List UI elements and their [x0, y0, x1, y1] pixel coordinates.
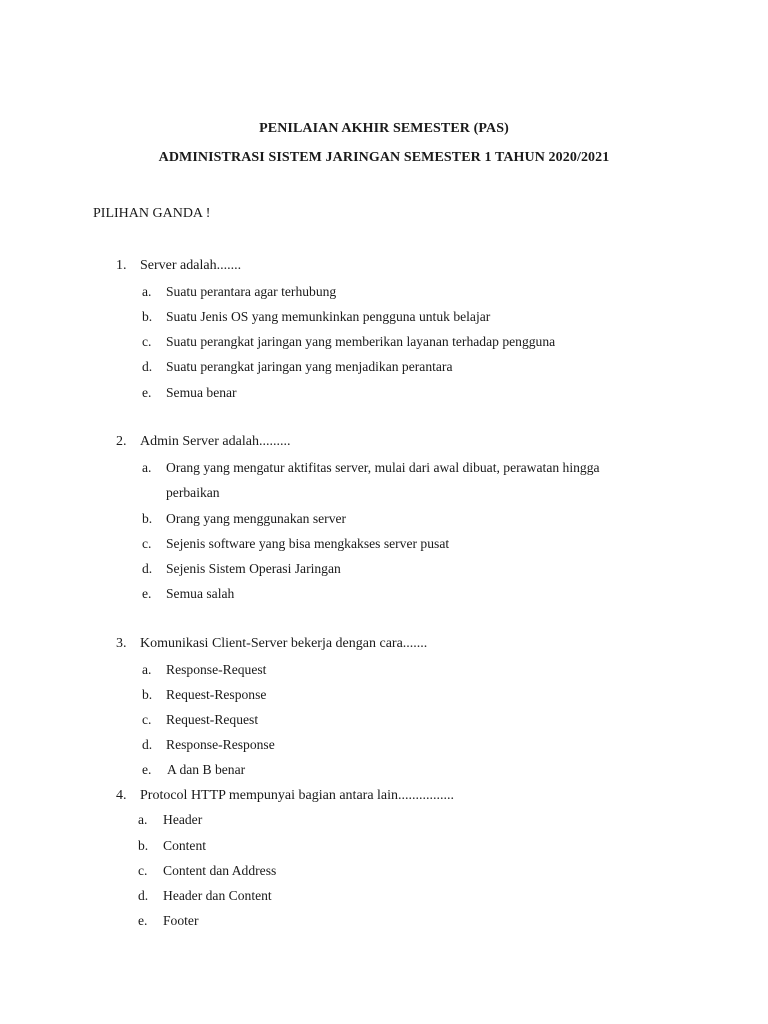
option-letter: d.	[142, 561, 153, 576]
option-text: A dan B benar	[167, 762, 246, 777]
option-letter: d.	[138, 888, 149, 903]
option-letter: c.	[142, 712, 152, 727]
option-text: Sejenis software yang bisa mengkakses server pusat	[166, 536, 450, 551]
option-text: Request-Request	[166, 712, 259, 727]
option-letter: d.	[142, 359, 153, 374]
option-text: Suatu perangkat jaringan yang menjadikan perantara	[166, 359, 453, 374]
option-text: Header dan Content	[163, 888, 272, 903]
option-text: Suatu Jenis OS yang memunkinkan pengguna untuk belajar	[166, 309, 491, 324]
option-letter: b.	[142, 309, 153, 324]
option-text: Sejenis Sistem Operasi Jaringan	[166, 561, 341, 576]
question-number: 4.	[116, 788, 127, 803]
question-text: Admin Server adalah.........	[140, 434, 291, 449]
section-label: PILIHAN GANDA !	[93, 206, 211, 221]
option-text: Request-Response	[166, 687, 267, 702]
option-text: Orang yang menggunakan server	[166, 511, 347, 526]
option-letter: b.	[142, 511, 153, 526]
option-letter: b.	[138, 838, 149, 853]
option-text: Suatu perantara agar terhubung	[166, 284, 337, 299]
question-text: Server adalah.......	[140, 258, 242, 273]
question-number: 1.	[116, 258, 127, 273]
option-letter: e.	[142, 762, 152, 777]
option-text: Semua salah	[166, 586, 235, 601]
option-text: Orang yang mengatur aktifitas server, mulai dari awal dibuat, perawatan hingga	[166, 460, 600, 475]
option-letter: e.	[142, 385, 152, 400]
option-letter: a.	[142, 662, 152, 677]
option-text: Suatu perangkat jaringan yang memberikan layanan terhadap pengguna	[166, 334, 556, 349]
option-letter: e.	[138, 913, 148, 928]
option-letter: d.	[142, 737, 153, 752]
option-text-continued: perbaikan	[166, 485, 220, 500]
option-text: Response-Request	[166, 662, 267, 677]
document-subtitle: ADMINISTRASI SISTEM JARINGAN SEMESTER 1 TAHUN 2020/2021	[158, 150, 610, 165]
option-text: Semua benar	[166, 385, 237, 400]
option-letter: b.	[142, 687, 153, 702]
option-letter: c.	[138, 863, 148, 878]
option-letter: c.	[142, 334, 152, 349]
option-text: Footer	[163, 913, 199, 928]
document-title: PENILAIAN AKHIR SEMESTER (PAS)	[259, 121, 509, 136]
option-letter: e.	[142, 586, 152, 601]
option-letter: c.	[142, 536, 152, 551]
option-letter: a.	[142, 284, 152, 299]
option-text: Content dan Address	[163, 863, 277, 878]
question-number: 3.	[116, 636, 127, 651]
option-letter: a.	[138, 812, 148, 827]
question-text: Komunikasi Client-Server bekerja dengan cara.......	[140, 636, 428, 651]
question-text: Protocol HTTP mempunyai bagian antara lain................	[140, 788, 455, 803]
option-text: Response-Response	[166, 737, 275, 752]
option-text: Header	[163, 812, 203, 827]
option-letter: a.	[142, 460, 152, 475]
question-number: 2.	[116, 434, 127, 449]
option-text: Content	[163, 838, 207, 853]
